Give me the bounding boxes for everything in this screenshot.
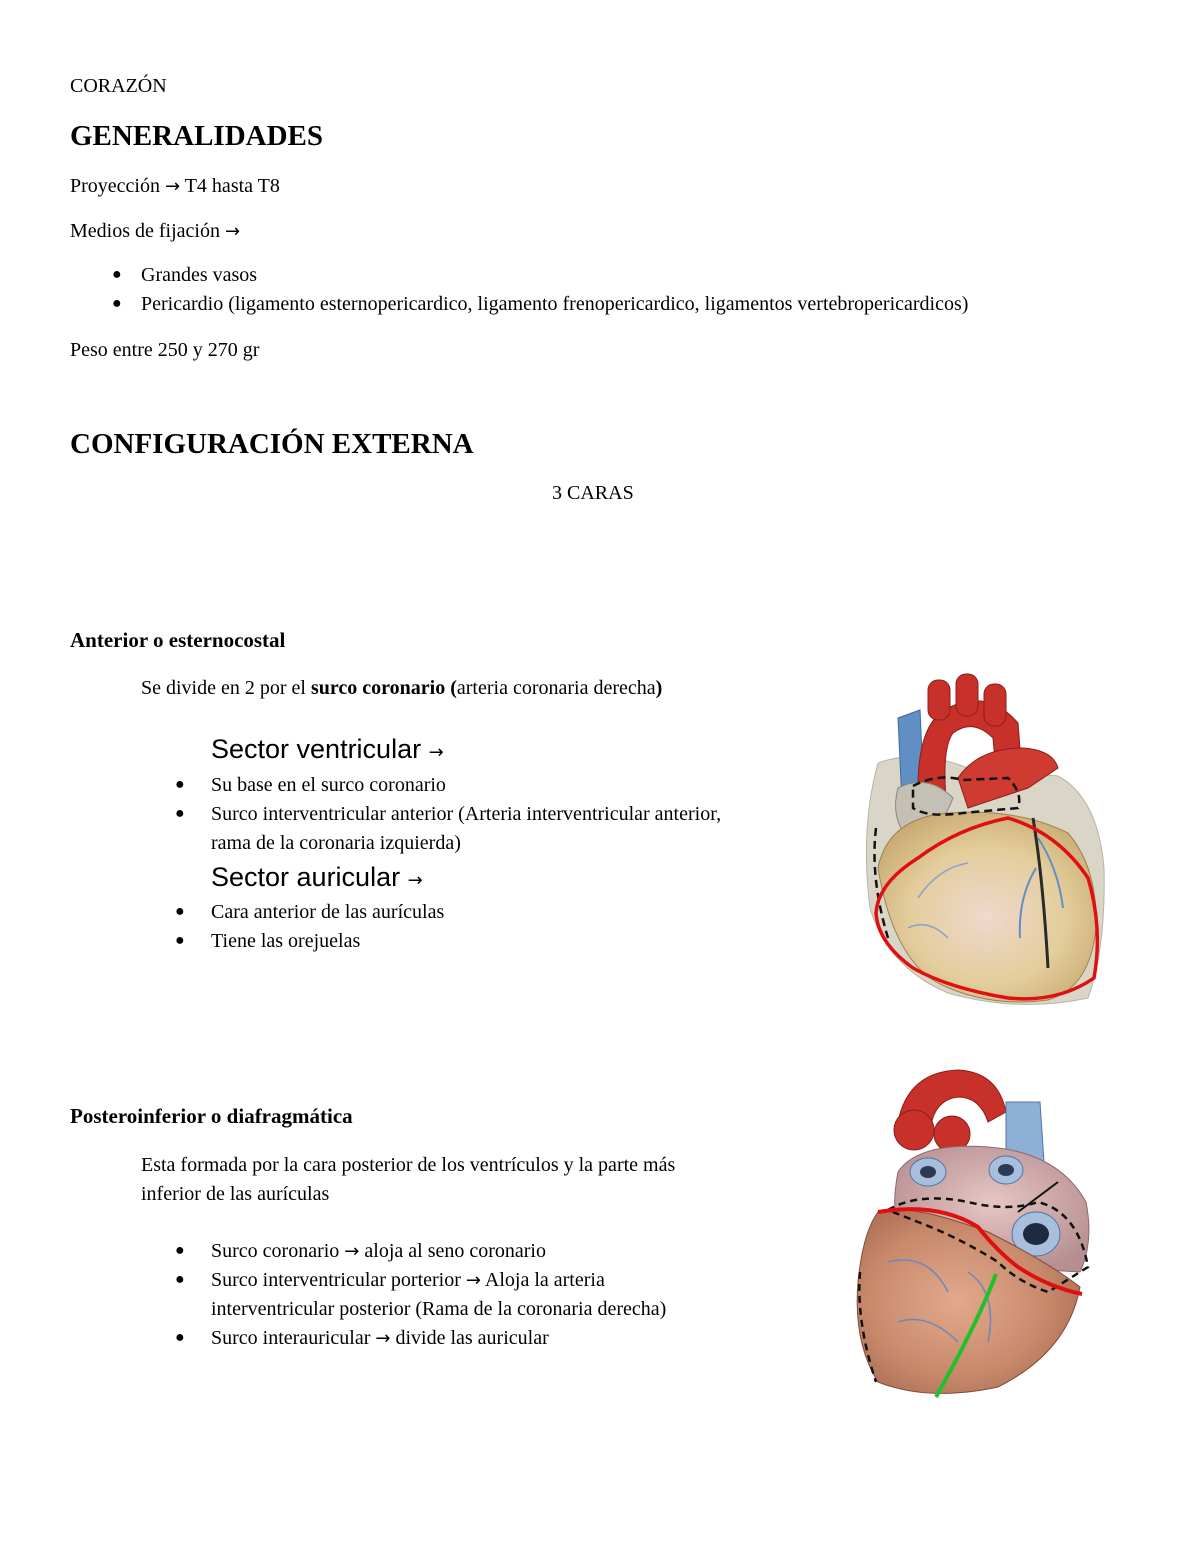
bullet-icon: ● xyxy=(175,1271,185,1288)
item-label: Surco coronario xyxy=(211,1240,340,1262)
proyeccion-line xyxy=(70,172,280,201)
posterior-item xyxy=(211,1266,605,1295)
anterior-heading: Anterior o esternocostal xyxy=(70,628,286,652)
item-label: Surco interauricular xyxy=(211,1327,371,1349)
proyeccion-value: T4 hasta T8 xyxy=(184,175,280,197)
posterior-item xyxy=(211,1237,546,1266)
ventricular-item: Surco interventricular anterior (Arteria interventricular anterior, xyxy=(211,803,722,825)
configuracion-heading: CONFIGURACIÓN EXTERNA xyxy=(70,428,474,460)
anterior-intro xyxy=(141,674,662,702)
bullet-icon: ● xyxy=(175,903,185,920)
bullet-icon: ● xyxy=(112,266,122,283)
posterior-item xyxy=(211,1324,549,1353)
bullet-icon: ● xyxy=(175,1242,185,1259)
item-label: Surco interventricular porterior xyxy=(211,1269,461,1291)
posterior-item-continued: interventricular posterior (Rama de la coronaria derecha) xyxy=(211,1298,667,1320)
intro-bold: surco coronario ( xyxy=(310,677,457,699)
heart-posterior-illustration xyxy=(848,1062,1104,1402)
intro-text: Se divide en 2 por el xyxy=(141,677,311,699)
posterior-intro-line: inferior de las aurículas xyxy=(141,1183,330,1205)
bullet-icon: ● xyxy=(175,805,185,822)
posterior-heading: Posteroinferior o diafragmática xyxy=(70,1104,353,1128)
ventricular-item: Su base en el surco coronario xyxy=(211,774,446,796)
peso-line: Peso entre 250 y 270 gr xyxy=(70,339,260,361)
configuracion-subtitle: 3 CARAS xyxy=(552,482,634,504)
medios-line xyxy=(70,217,240,246)
sector-ventricular-heading xyxy=(211,732,444,770)
medios-label: Medios de fijación xyxy=(70,220,220,242)
arrow-icon: → xyxy=(407,870,423,891)
auricular-item: Tiene las orejuelas xyxy=(211,930,361,952)
bullet-icon: ● xyxy=(175,1329,185,1346)
auricular-item: Cara anterior de las aurículas xyxy=(211,901,445,923)
intro-close: ) xyxy=(655,677,663,699)
generalidades-heading: GENERALIDADES xyxy=(70,120,323,152)
proyeccion-label: Proyección xyxy=(70,175,160,197)
arrow-icon: → xyxy=(428,742,444,763)
bullet-icon: ● xyxy=(175,776,185,793)
document-title: CORAZÓN xyxy=(70,75,167,97)
heart-anterior-illustration xyxy=(858,668,1108,1013)
bullet-icon: ● xyxy=(112,295,122,312)
arrow-icon: → xyxy=(164,176,181,197)
arrow-icon: → xyxy=(224,221,241,242)
item-value: divide las auricular xyxy=(395,1327,549,1349)
posterior-intro-line: Esta formada por la cara posterior de los ventrículos y la parte más xyxy=(141,1154,676,1176)
arrow-icon: → xyxy=(344,1241,360,1262)
arrow-icon: → xyxy=(465,1270,481,1291)
medios-item: Grandes vasos xyxy=(141,264,258,286)
medios-item: Pericardio (ligamento esternopericardico, ligamento frenopericardico, ligamentos vertebropericardicos) xyxy=(141,293,969,315)
sector-auricular-heading xyxy=(211,860,423,898)
sector-auricular-label: Sector auricular xyxy=(211,862,401,892)
item-value: aloja al seno coronario xyxy=(364,1240,546,1262)
item-value: Aloja la arteria xyxy=(484,1269,605,1291)
ventricular-item-continued: rama de la coronaria izquierda) xyxy=(211,832,461,854)
intro-mid: arteria coronaria derecha xyxy=(456,677,656,699)
arrow-icon: → xyxy=(375,1328,391,1349)
bullet-icon: ● xyxy=(175,932,185,949)
sector-ventricular-label: Sector ventricular xyxy=(211,734,422,764)
